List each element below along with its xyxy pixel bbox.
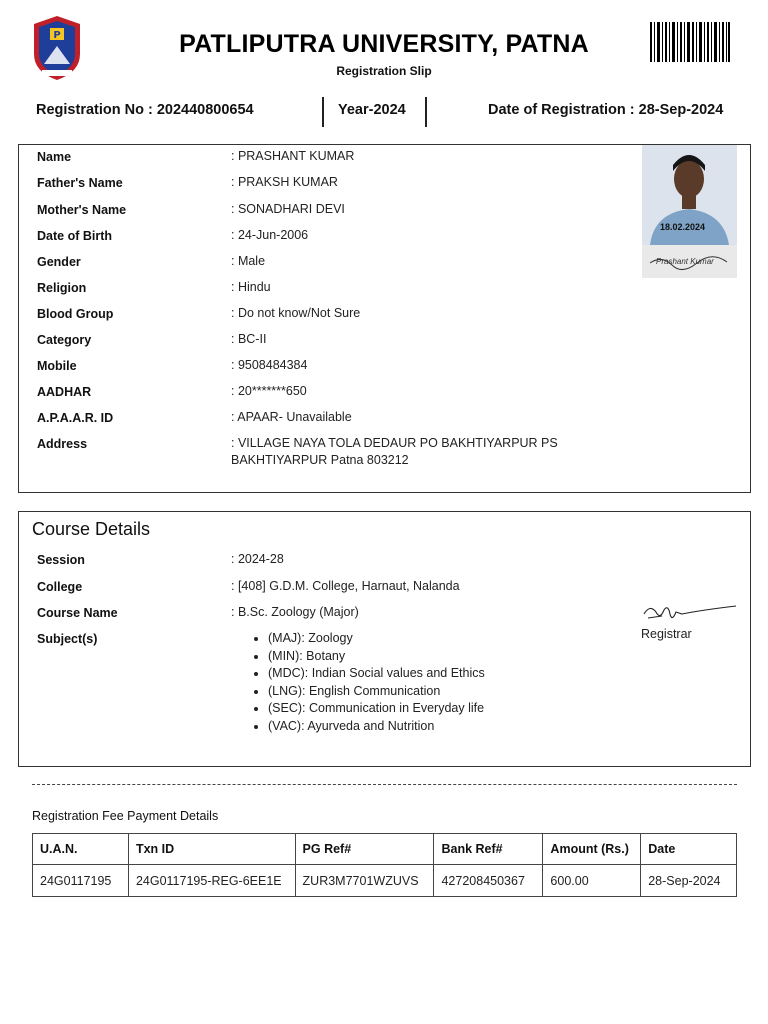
registration-year: Year-2024 <box>338 102 406 118</box>
applicant-photo <box>642 145 737 278</box>
course-details-heading: Course Details <box>32 519 151 539</box>
mobile-label: Mobile <box>37 359 77 373</box>
bank-ref-cell: 427208450367 <box>434 865 543 897</box>
amount-cell: 600.00 <box>543 865 641 897</box>
subject-item: • (MAJ): Zoology <box>268 630 485 648</box>
applicant-signature: Prashant Kumar <box>656 257 714 266</box>
category-label: Category <box>37 333 92 347</box>
column-header-date: Date <box>641 834 737 865</box>
document-title: Registration Slip <box>336 64 432 78</box>
subject-item: • (LNG): English Communication <box>268 683 485 701</box>
separator <box>425 97 427 127</box>
fee-table <box>32 833 737 897</box>
dob-label: Date of Birth <box>37 229 112 243</box>
religion-value: : Hindu <box>231 280 271 294</box>
column-header-bank-ref: Bank Ref# <box>434 834 543 865</box>
registrar-label: Registrar <box>641 627 692 641</box>
aadhar-label: AADHAR <box>37 385 92 399</box>
college-value: : [408] G.D.M. College, Harnaut, Nalanda <box>231 579 460 593</box>
column-header-uan: U.A.N. <box>33 834 129 865</box>
dob-value: : 24-Jun-2006 <box>231 228 309 242</box>
gender-value: : Male <box>231 254 266 268</box>
table-row <box>33 865 737 897</box>
subjects-label: Subject(s) <box>37 632 98 646</box>
mother-name-label: Mother's Name <box>37 203 127 217</box>
subject-item: • (MIN): Botany <box>268 648 485 666</box>
subject-item: • (VAC): Ayurveda and Nutrition <box>268 718 485 736</box>
father-name-value: : PRAKSH KUMAR <box>231 175 338 189</box>
fee-table-header <box>33 834 737 865</box>
father-name-label: Father's Name <box>37 176 123 190</box>
registrar-signature <box>642 600 738 626</box>
subject-item: • (SEC): Communication in Everyday life <box>268 700 485 718</box>
mother-name-value: : SONADHARI DEVI <box>231 202 345 216</box>
dashed-divider <box>32 784 737 785</box>
subject-item: • (MDC): Indian Social values and Ethics <box>268 665 485 683</box>
course-name-label: Course Name <box>37 606 118 620</box>
gender-label: Gender <box>37 255 81 269</box>
pg-ref-cell: ZUR3M7701WZUVS <box>295 865 434 897</box>
name-label: Name <box>37 150 72 164</box>
svg-text:P: P <box>53 30 61 41</box>
address-value: : VILLAGE NAYA TOLA DEDAUR PO BAKHTIYARPUR PS <box>231 436 558 450</box>
session-label: Session <box>37 553 85 567</box>
blood-group-label: Blood Group <box>37 307 114 321</box>
session-value: : 2024-28 <box>231 552 284 566</box>
barcode <box>650 22 730 62</box>
date-cell: 28-Sep-2024 <box>641 865 737 897</box>
column-header-amount: Amount (Rs.) <box>543 834 641 865</box>
txn-id-cell: 24G0117195-REG-6EE1E <box>128 865 295 897</box>
mobile-value: : 9508484384 <box>231 358 308 372</box>
apaar-id-value: : APAAR- Unavailable <box>231 410 352 424</box>
registration-date: Date of Registration : 28-Sep-2024 <box>488 102 724 118</box>
course-name-value: : B.Sc. Zoology (Major) <box>231 605 359 619</box>
religion-label: Religion <box>37 281 87 295</box>
uan-cell: 24G0117195 <box>33 865 129 897</box>
university-title: PATLIPUTRA UNIVERSITY, PATNA <box>179 30 589 58</box>
category-value: : BC-II <box>231 332 267 346</box>
address-value-line2: BAKHTIYARPUR Patna 803212 <box>231 453 409 467</box>
address-label: Address <box>37 437 88 451</box>
apaar-id-label: A.P.A.A.R. ID <box>37 411 114 425</box>
subjects-list <box>250 630 485 735</box>
name-value: : PRASHANT KUMAR <box>231 149 355 163</box>
college-label: College <box>37 580 83 594</box>
photo-date-stamp: 18.02.2024 <box>660 222 706 232</box>
column-header-pg-ref: PG Ref# <box>295 834 434 865</box>
separator <box>322 97 324 127</box>
column-header-txn-id: Txn ID <box>128 834 295 865</box>
fee-section-title: Registration Fee Payment Details <box>32 809 219 823</box>
registration-number: Registration No : 202440800654 <box>36 102 254 118</box>
aadhar-value: : 20*******650 <box>231 384 307 398</box>
blood-group-value: : Do not know/Not Sure <box>231 306 361 320</box>
